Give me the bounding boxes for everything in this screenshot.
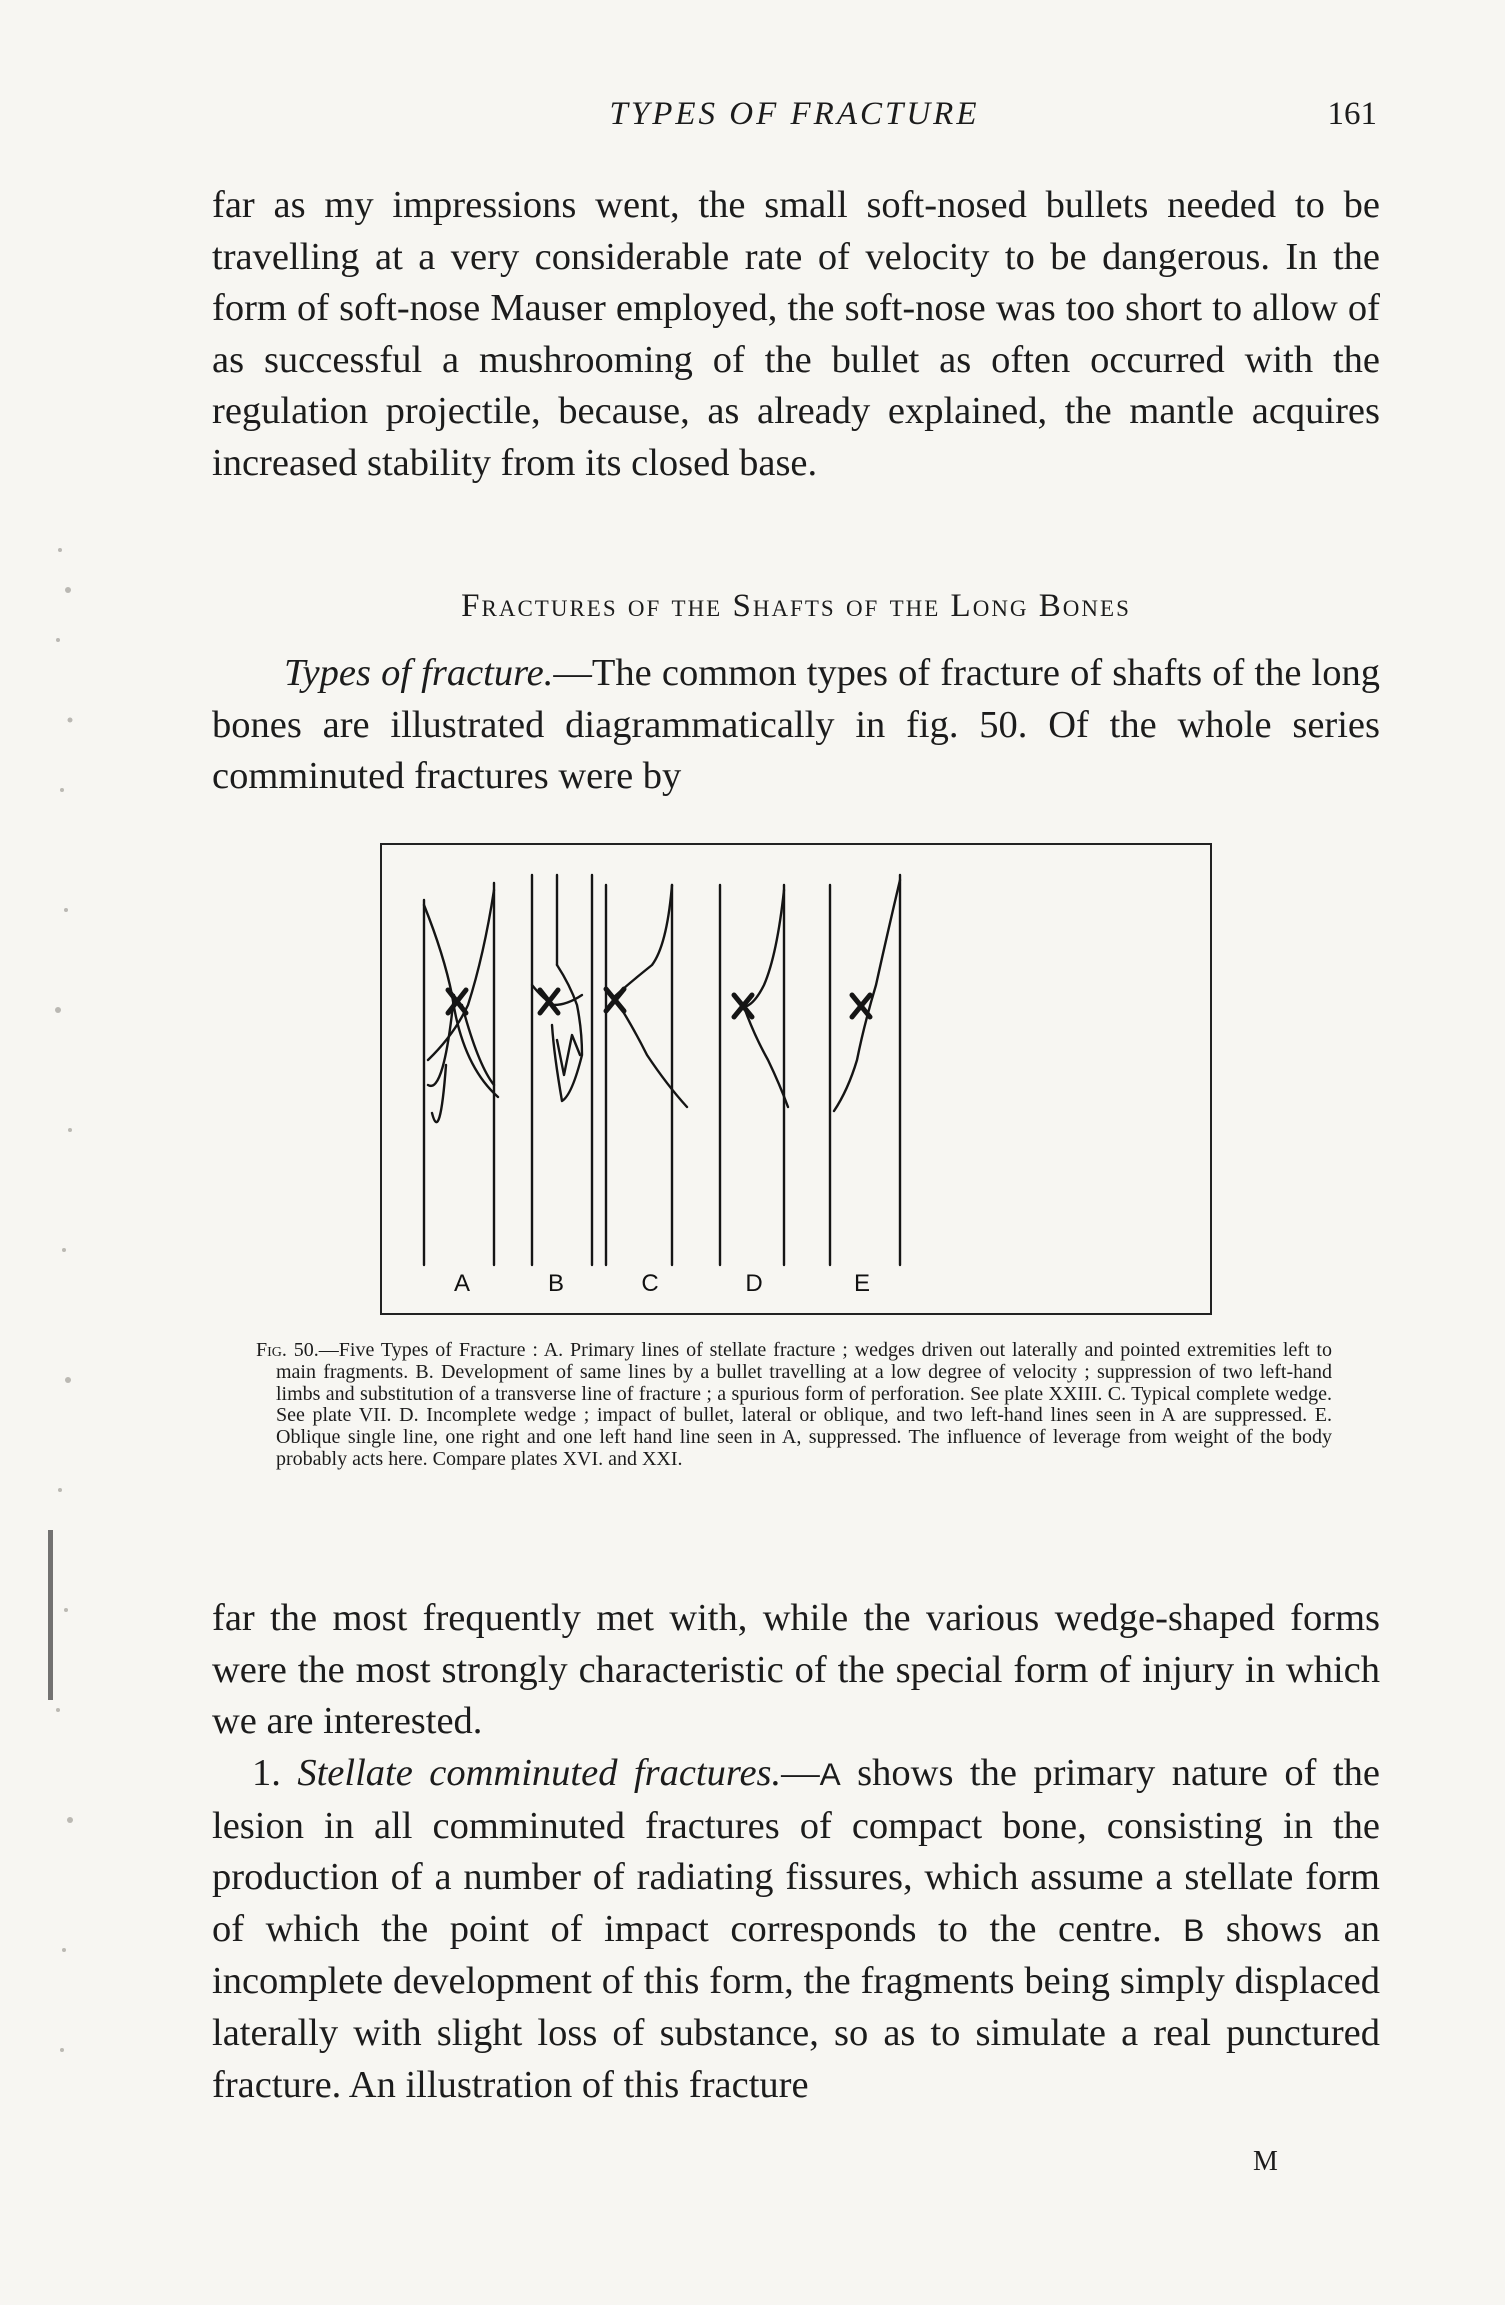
figure-label-a: A bbox=[453, 1270, 471, 1297]
paragraph-4-number: 1. bbox=[252, 1752, 281, 1794]
diagram-d bbox=[720, 885, 788, 1265]
paragraph-1: far as my impressions went, the small soft-nosed bullets needed to be travelling at a very considerable rate of velocity to be dangerous. In the form of soft-nose Mauser employed, the soft-nose was too short to allow of as successful a mushrooming of the bullet as often occurred with the regulation projectile, because, as already explained, the mantle acquires increased stability from its closed base. bbox=[212, 184, 1380, 484]
figure-caption-body: —Five Types of Fracture : A. Primary lines of stellate fracture ; wedges driven out laterally and pointed extremities left to main fragments. B. Development of same lines by a bullet travelling at a low degree of velocity ; suppression of two left-hand limbs and substitution of a transverse line of fracture ; a spurious form of perforation. See plate XXIII. C. Typical complete wedge. See plate VII. D. Incomplete wedge ; impact of bullet, lateral or oblique, and two left-hand lines seen in A are suppressed. E. Oblique single line, one right and one left hand line seen in A, suppressed. The influence of leverage from weight of the body probably acts here. Compare plates XVI. and XXI. bbox=[276, 1339, 1332, 1470]
figure-caption bbox=[256, 1340, 1332, 1471]
figure-label-c: C bbox=[641, 1270, 659, 1297]
running-title: TYPES OF FRACTURE bbox=[609, 96, 980, 132]
paragraph-4-text-b: shows an incomplete development of this form, the fragments being simply displaced laterally with slight loss of substance, so as to simulate a real punctured fracture. An illustration of this fracture bbox=[212, 1907, 1380, 2106]
figure-caption-number: Fig. 50. bbox=[256, 1339, 319, 1361]
paragraph-4-dash: — bbox=[781, 1752, 820, 1794]
figure-label-e: E bbox=[853, 1270, 871, 1297]
diagram-b bbox=[532, 875, 592, 1265]
margin-stain bbox=[40, 530, 100, 2130]
section-heading: Fractures of the Shafts of the Long Bones bbox=[461, 588, 1131, 624]
signature-mark: M bbox=[1253, 2146, 1278, 2177]
fracture-diagram bbox=[382, 845, 1214, 1317]
figure-50 bbox=[380, 843, 1212, 1315]
diagram-c bbox=[606, 885, 687, 1265]
diagram-e bbox=[830, 875, 900, 1265]
paragraph-2-text: —The common types of fracture of shafts of the long bones are illustrated diagrammatically in fig. 50. Of the whole series comminuted fractures were by bbox=[212, 652, 1380, 798]
figure-label-d: D bbox=[745, 1270, 763, 1297]
paragraph-3: far the most frequently met with, while the various wedge-shaped forms were the most strongly characteristic of the special form of injury in which we are interested. bbox=[212, 1597, 1380, 1743]
paragraph-4-label-b: B bbox=[1183, 1911, 1205, 1948]
paragraph-2-lead: Types of fracture. bbox=[284, 652, 554, 694]
running-head bbox=[212, 96, 1377, 146]
diagram-a bbox=[424, 883, 498, 1265]
paragraph-2 bbox=[212, 648, 1380, 803]
paragraph-4 bbox=[212, 1748, 1380, 2111]
figure-label-b: B bbox=[547, 1270, 565, 1297]
paragraph-4-lead: Stellate comminuted fractures. bbox=[297, 1752, 782, 1794]
page-number: 161 bbox=[1327, 96, 1377, 132]
paragraph-4-text-a: shows the primary nature of the lesion in all comminuted fractures of compact bone, consisting in the production of a number of radiating fissures, which assume a stellate form of which the point of impact corresponds to the centre. bbox=[212, 1752, 1380, 1950]
paragraph-4-label-a: A bbox=[819, 1756, 841, 1792]
